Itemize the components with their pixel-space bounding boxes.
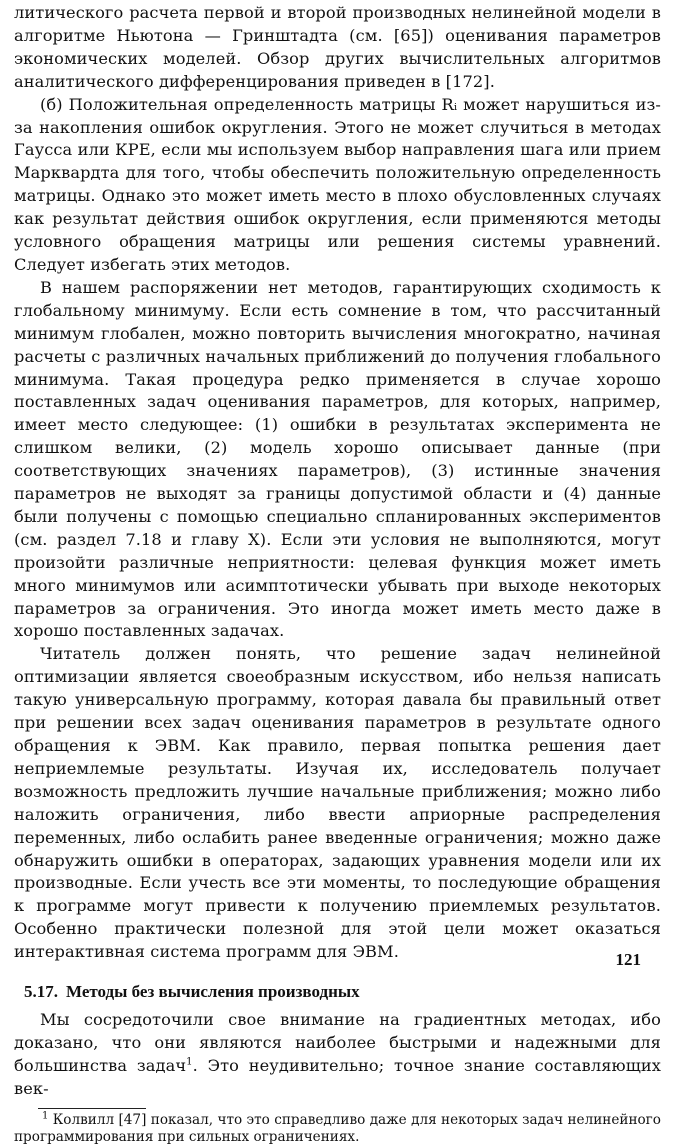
paragraph-5-text: Мы сосредоточили свое внимание на градиентных методах, ибо доказано, что они являются наиболее быстрыми и надежными для большинства задач: [14, 1010, 661, 1075]
paragraph-1: литического расчета первой и второй производных нелинейной модели в алгоритме Ньютона — Гринштадта (см. [65]) оценивания параметров экономических моделей. Обзор других вычислительных алгоритмов аналитического дифференцирования приведен в [172].: [14, 3, 661, 91]
section-title: Методы без вычисления производных: [66, 982, 360, 1002]
footnote-text: Колвилл [47] показал, что это справедливо даже для некоторых задач нелинейного программирования при сильных ограничениях.: [14, 1111, 661, 1145]
page-number: 121: [615, 950, 641, 969]
paragraph-5: [14, 1009, 661, 1101]
footnote-marker: 1: [186, 1056, 193, 1068]
section-number: 5.17.: [24, 982, 58, 1002]
paragraph-3: В нашем распоряжении нет методов, гарантирующих сходимость к глобальному минимуму. Если есть сомнение в том, что рассчитанный минимум глобален, можно повторить вычисления многократно, начиная расчеты с различных начальных приближений до получения глобального минимума. Такая процедура редко применяется в случае хорошо поставленных задач оценивания параметров, для которых, например, имеет место следующее: (1) ошибки в результатах эксперимента не слишком велики, (2) модель хорошо описывает данные (при соответствующих значениях параметров), (3) истинные значения параметров не выходят за границы допустимой области и (4) данные были получены с помощью специально спланированных экспериментов (см. раздел 7.18 и главу X). Если эти условия не выполняются, могут произойти различные неприятности: целевая функция может иметь много минимумов или асимптотически убывать при выходе некоторых параметров за ограничения. Это иногда может иметь место даже в хорошо поставленных задачах.: [14, 277, 661, 641]
footnote-divider: [38, 1108, 146, 1109]
paragraph-2: (б) Положительная определенность матрицы Rᵢ может нарушиться из-за накопления ошибок округления. Этого не может случиться в методах Гаусса или КРЕ, если мы используем выбор направления шага или прием Марквардта для того, чтобы обеспечить положительную определенность матрицы. Однако это может иметь место в плохо обусловленных случаях как результат действия ошибок округления, если применяются методы условного обращения матрицы или решения системы уравнений. Следует избегать этих методов.: [14, 94, 661, 274]
footnote-number: 1: [42, 1110, 49, 1122]
page-body: [14, 2, 661, 1146]
paragraph-4: Читатель должен понять, что решение задач нелинейной оптимизации является своеобразным искусством, ибо нельзя написать такую универсальную программу, которая давала бы правильный ответ при решении всех задач оценивания параметров в результате одного обращения к ЭВМ. Как правило, первая попытка решения дает неприемлемые результаты. Изучая их, исследователь получает возможность предложить лучшие начальные приближения; можно либо наложить ограничения, либо ввести априорные распределения переменных, либо ослабить ранее введенные ограничения; можно даже обнаружить ошибки в операторах, задающих уравнения модели или их производные. Если учесть все эти моменты, то последующие обращения к программе могут привести к получению приемлемых результатов. Особенно практически полезной для этой цели может оказаться интерактивная система программ для ЭВМ.: [14, 644, 661, 962]
footnote: [14, 1112, 661, 1146]
paragraph-5-continuation: . Это неудивительно; точное знание составляющих век-: [14, 1055, 661, 1098]
